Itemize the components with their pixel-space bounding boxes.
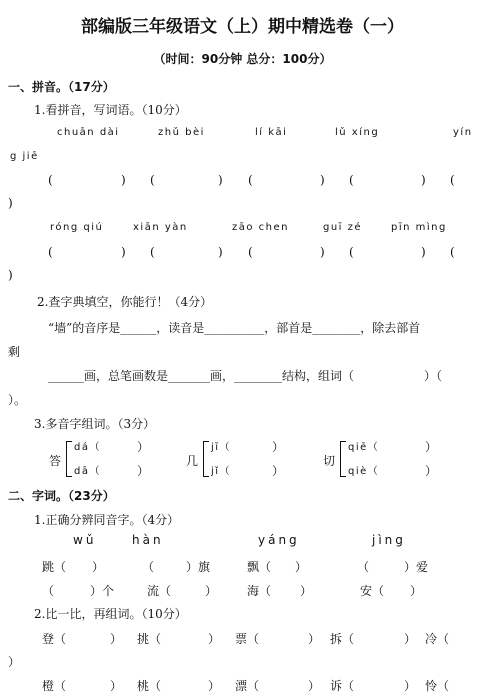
polyphone-char: 切 xyxy=(323,454,336,468)
pinyin-cell: wǔ xyxy=(73,533,97,547)
word-blank: 飘（ xyxy=(247,560,272,574)
word-blank: 流（ xyxy=(147,584,172,598)
question-text-line: ）（ xyxy=(424,369,443,383)
word-blank: 漂（ xyxy=(235,679,260,693)
answer-blank-close: ） xyxy=(272,464,285,478)
pinyin-cell: jìng xyxy=(372,533,406,547)
pinyin-cell-continued: g jiē xyxy=(10,151,39,162)
question-label-1-3: 3.多音字组词。（3分） xyxy=(34,417,156,431)
word-blank-continued: ） xyxy=(8,655,21,669)
word-blank: ） xyxy=(410,584,423,598)
word-blank: ） xyxy=(110,632,123,646)
word-blank: ） xyxy=(308,632,321,646)
word-blank: ）个 xyxy=(90,584,115,598)
answer-blank-open: ( xyxy=(248,173,253,187)
answer-blank-close: ) xyxy=(121,173,126,187)
pinyin-cell: zhǔ bèi xyxy=(158,127,205,138)
answer-blank-open: ( xyxy=(48,245,53,259)
word-blank: 票（ xyxy=(235,632,260,646)
word-blank: 海（ xyxy=(247,584,272,598)
polyphone-reading: qiè（ xyxy=(348,466,380,477)
answer-blank-close: ) xyxy=(8,196,13,210)
word-blank: ） xyxy=(404,679,417,693)
bracket xyxy=(66,441,72,477)
polyphone-char: 答 xyxy=(49,454,62,468)
answer-blank-open: ( xyxy=(150,173,155,187)
word-blank: ）旗 xyxy=(186,560,211,574)
pinyin-cell: yín xyxy=(453,127,473,138)
answer-blank-open: ( xyxy=(450,173,455,187)
word-blank: 诉（ xyxy=(330,679,355,693)
word-blank: 橙（ xyxy=(42,679,67,693)
word-blank: （ xyxy=(42,584,55,598)
pinyin-cell: yáng xyxy=(258,533,300,547)
word-blank: （ xyxy=(142,560,155,574)
pinyin-cell: róng qiú xyxy=(50,222,104,233)
word-blank: 登（ xyxy=(42,632,67,646)
polyphone-reading: jǐ（ xyxy=(211,466,232,477)
word-blank: ） xyxy=(208,679,221,693)
word-blank: ） xyxy=(295,560,308,574)
answer-blank-close: ) xyxy=(218,245,223,259)
answer-blank-close: ) xyxy=(421,173,426,187)
word-blank: 桃（ xyxy=(137,679,162,693)
answer-blank-open: ( xyxy=(150,245,155,259)
word-blank: ） xyxy=(110,679,123,693)
word-blank: ） xyxy=(404,632,417,646)
pinyin-cell: guī zé xyxy=(323,222,363,233)
answer-blank-close: ） xyxy=(137,464,150,478)
pinyin-cell: lí kāi xyxy=(255,127,288,138)
word-blank: 挑（ xyxy=(137,632,162,646)
answer-blank-close: ) xyxy=(320,173,325,187)
answer-blank-close: ) xyxy=(121,245,126,259)
answer-blank-close: ) xyxy=(421,245,426,259)
answer-blank-close: ） xyxy=(425,440,438,454)
page-subtitle: （时间：90分钟 总分：100分） xyxy=(153,52,332,66)
word-blank: 怜（ xyxy=(425,679,450,693)
question-text-line: ）。 xyxy=(8,393,27,407)
word-blank: 安（ xyxy=(360,584,385,598)
word-blank: 冷（ xyxy=(425,632,450,646)
polyphone-reading: jī（ xyxy=(211,442,232,453)
word-blank: （ xyxy=(357,560,370,574)
question-text-line: “墙”的音序是______，读音是__________，部首是________，除去部首 xyxy=(48,321,421,335)
polyphone-char: 几 xyxy=(186,454,199,468)
pinyin-cell: zāo chen xyxy=(232,222,289,233)
answer-blank-open: ( xyxy=(48,173,53,187)
answer-blank-close: ） xyxy=(137,440,150,454)
polyphone-reading: dá（ xyxy=(74,442,101,453)
answer-blank-close: ) xyxy=(8,268,13,282)
section-heading-words: 二、字词。（23分） xyxy=(8,489,115,503)
word-blank: ） xyxy=(92,560,105,574)
question-label-2-2: 2.比一比，再组词。（10分） xyxy=(34,607,187,621)
word-blank: ） xyxy=(300,584,313,598)
page-title: 部编版三年级语文（上）期中精选卷（一） xyxy=(81,17,404,37)
answer-blank-close: ) xyxy=(218,173,223,187)
question-label-1-2: 2.查字典填空，你能行！（4分） xyxy=(37,295,213,309)
answer-blank-open: ( xyxy=(248,245,253,259)
answer-blank-close: ） xyxy=(272,440,285,454)
word-blank: ） xyxy=(308,679,321,693)
question-label-1-1: 1.看拼音，写词语。（10分） xyxy=(34,103,187,117)
question-text-line: 剩 xyxy=(8,345,21,359)
pinyin-cell: lǔ xíng xyxy=(335,127,380,138)
question-label-2-1: 1.正确分辨同音字。（4分） xyxy=(34,513,180,527)
polyphone-reading: qiē（ xyxy=(348,442,380,453)
answer-blank-open: ( xyxy=(349,245,354,259)
answer-blank-open: ( xyxy=(349,173,354,187)
word-blank: ）爱 xyxy=(404,560,429,574)
question-text-line: ______画，总笔画数是_______画，________结构，组词（ xyxy=(48,369,355,383)
word-blank: 拆（ xyxy=(330,632,355,646)
answer-blank-open: ( xyxy=(450,245,455,259)
word-blank: ） xyxy=(205,584,218,598)
answer-blank-close: ） xyxy=(425,464,438,478)
word-blank: 跳（ xyxy=(42,560,67,574)
polyphone-reading: dā（ xyxy=(74,466,101,477)
word-blank: ） xyxy=(208,632,221,646)
bracket xyxy=(340,441,346,477)
section-heading-pinyin: 一、拼音。（17分） xyxy=(8,80,115,94)
pinyin-cell: hàn xyxy=(132,533,164,547)
pinyin-cell: xiān yàn xyxy=(133,222,188,233)
pinyin-cell: pīn mìng xyxy=(391,222,447,233)
answer-blank-close: ) xyxy=(320,245,325,259)
pinyin-cell: chuān dài xyxy=(57,127,120,138)
bracket xyxy=(203,441,209,477)
